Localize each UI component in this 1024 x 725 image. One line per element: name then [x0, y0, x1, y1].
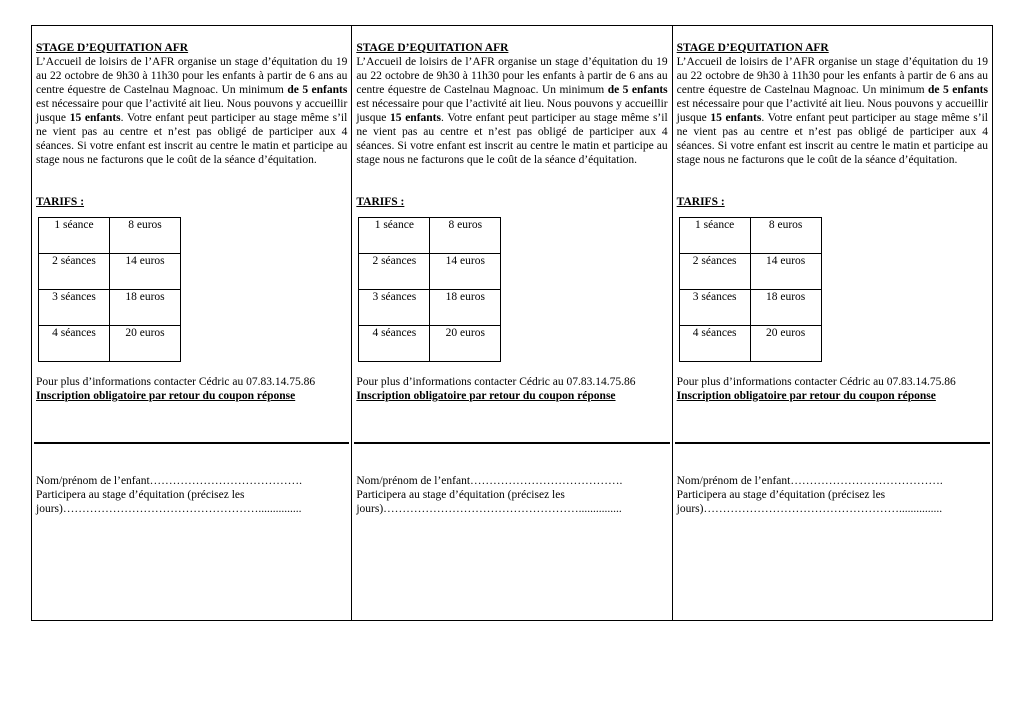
table-row — [39, 218, 181, 254]
sessions-cell: 1 séance — [39, 218, 110, 254]
inscription-notice: Inscription obligatoire par retour du coupon réponse — [356, 390, 616, 402]
price-table — [679, 217, 822, 362]
contact-info: Pour plus d’informations contacter Cédric au 07.83.14.75.86 — [36, 376, 316, 388]
child-name-line: Nom/prénom de l’enfant…………………………………. — [356, 475, 623, 487]
cut-line-divider — [675, 442, 990, 444]
cut-line-divider — [354, 442, 669, 444]
description-text: est nécessaire pour que l’activité ait lieu. Nous pouvons y accueillir jusque — [676, 98, 988, 124]
price-cell: 14 euros — [110, 254, 181, 290]
flyer-title: STAGE D’EQUITATION AFR — [356, 42, 509, 54]
tarifs-heading: TARIFS : — [356, 196, 405, 208]
flyer-sheet — [31, 25, 993, 621]
contact-info: Pour plus d’informations contacter Cédric au 07.83.14.75.86 — [676, 376, 956, 388]
table-row — [39, 326, 181, 362]
table-row — [359, 218, 501, 254]
sessions-cell: 4 séances — [39, 326, 110, 362]
reply-coupon — [36, 474, 347, 516]
price-cell: 14 euros — [750, 254, 821, 290]
inscription-notice: Inscription obligatoire par retour du coupon réponse — [676, 390, 936, 402]
sessions-cell: 4 séances — [679, 326, 750, 362]
price-table — [358, 217, 501, 362]
table-row — [679, 218, 821, 254]
price-cell: 18 euros — [750, 290, 821, 326]
sessions-cell: 2 séances — [39, 254, 110, 290]
cut-line-divider — [34, 442, 349, 444]
sessions-cell: 2 séances — [359, 254, 430, 290]
flyer-description — [677, 55, 988, 167]
participation-line: Participera au stage d’équitation (précisez les — [676, 489, 886, 501]
flyer-title: STAGE D’EQUITATION AFR — [36, 42, 189, 54]
sessions-cell: 4 séances — [359, 326, 430, 362]
description-text: . Votre enfant peut participer au stage même s’il ne vient pas au centre et n’est pas obligé de participer aux 4 séances. Si votre enfant est inscrit au centre le matin et participe au stage nous ne facturons que le coût de la séance d’équitation. — [36, 112, 348, 166]
price-table — [38, 217, 181, 362]
sessions-cell: 3 séances — [39, 290, 110, 326]
tarifs-heading: TARIFS : — [36, 196, 85, 208]
inscription-notice: Inscription obligatoire par retour du coupon réponse — [36, 390, 296, 402]
description-bold-min: de 5 enfants — [287, 84, 348, 96]
sessions-cell: 1 séance — [679, 218, 750, 254]
table-row — [359, 254, 501, 290]
description-text: L’Accueil de loisirs de l’AFR organise un stage d’équitation du 19 au 22 octobre de 9h30 à 11h30 pour les enfants à partir de 6 ans au centre équestre de Castelnau Magnoac. Un minimum — [36, 56, 348, 96]
table-row — [39, 290, 181, 326]
price-cell: 18 euros — [430, 290, 501, 326]
child-name-line: Nom/prénom de l’enfant…………………………………. — [36, 475, 303, 487]
price-cell: 18 euros — [110, 290, 181, 326]
participation-line: Participera au stage d’équitation (précisez les — [356, 489, 565, 501]
description-bold-min: de 5 enfants — [928, 84, 988, 96]
price-cell: 8 euros — [750, 218, 821, 254]
description-text: . Votre enfant peut participer au stage même s’il ne vient pas au centre et n’est pas obligé de participer aux 4 séances. Si votre enfant est inscrit au centre le matin et participe au stage nous ne facturons que le coût de la séance d’équitation. — [356, 112, 668, 166]
description-text: . Votre enfant peut participer au stage même s’il ne vient pas au centre et n’est pas obligé de participer aux 4 séances. Si votre enfant est inscrit au centre le matin et participe au stage nous ne facturons que le coût de la séance d’équitation. — [676, 112, 988, 166]
days-line: jours)……………………………………………............... — [676, 503, 943, 515]
flyer-column-2 — [351, 26, 671, 620]
table-row — [39, 254, 181, 290]
description-bold-max: 15 enfants — [390, 112, 441, 124]
price-cell: 20 euros — [750, 326, 821, 362]
sessions-cell: 2 séances — [679, 254, 750, 290]
participation-line: Participera au stage d’équitation (précisez les — [36, 489, 245, 501]
days-line: jours)……………………………………………............... — [356, 503, 622, 515]
flyer-title: STAGE D’EQUITATION AFR — [676, 42, 829, 54]
description-bold-min: de 5 enfants — [607, 84, 668, 96]
table-row — [359, 290, 501, 326]
description-bold-max: 15 enfants — [710, 112, 762, 124]
flyer-column-3 — [672, 26, 992, 620]
child-name-line: Nom/prénom de l’enfant…………………………………. — [676, 475, 943, 487]
description-text: est nécessaire pour que l’activité ait lieu. Nous pouvons y accueillir jusque — [356, 98, 668, 124]
price-cell: 8 euros — [110, 218, 181, 254]
price-cell: 20 euros — [430, 326, 501, 362]
contact-info: Pour plus d’informations contacter Cédric au 07.83.14.75.86 — [356, 376, 636, 388]
reply-coupon — [356, 474, 667, 516]
sessions-cell: 3 séances — [679, 290, 750, 326]
price-cell: 8 euros — [430, 218, 501, 254]
sessions-cell: 3 séances — [359, 290, 430, 326]
flyer-column-1 — [32, 26, 351, 620]
description-text: L’Accueil de loisirs de l’AFR organise un stage d’équitation du 19 au 22 octobre de 9h30 à 11h30 pour les enfants à partir de 6 ans au centre équestre de Castelnau Magnoac. Un minimum — [676, 56, 988, 96]
sessions-cell: 1 séance — [359, 218, 430, 254]
tarifs-heading: TARIFS : — [676, 196, 725, 208]
description-text: L’Accueil de loisirs de l’AFR organise un stage d’équitation du 19 au 22 octobre de 9h30 à 11h30 pour les enfants à partir de 6 ans au centre équestre de Castelnau Magnoac. Un minimum — [356, 56, 668, 96]
reply-coupon — [677, 474, 988, 516]
table-row — [679, 326, 821, 362]
table-row — [679, 290, 821, 326]
days-line: jours)……………………………………………............... — [36, 503, 302, 515]
description-bold-max: 15 enfants — [69, 112, 121, 124]
flyer-description — [356, 55, 667, 167]
flyer-description — [36, 55, 347, 167]
price-cell: 14 euros — [430, 254, 501, 290]
price-cell: 20 euros — [110, 326, 181, 362]
description-text: est nécessaire pour que l’activité ait lieu. Nous pouvons y accueillir jusque — [36, 98, 348, 124]
table-row — [679, 254, 821, 290]
table-row — [359, 326, 501, 362]
